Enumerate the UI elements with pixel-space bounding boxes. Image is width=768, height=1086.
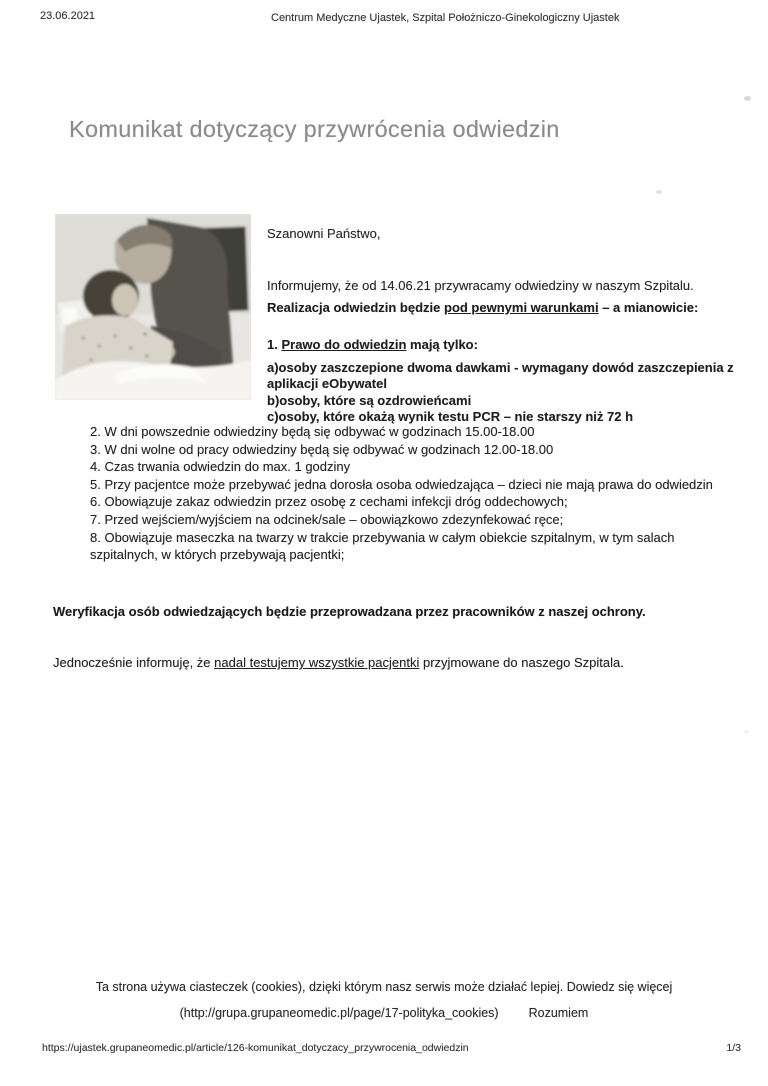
rule-4: 4. Czas trwania odwiedzin do max. 1 godziny	[90, 459, 351, 475]
cookie-notice-text: Ta strona używa ciasteczek (cookies), dzięki którym nasz serwis może działać lepiej. Dowiedz się więcej	[95, 980, 673, 994]
rule-3: 3. W dni wolne od pracy odwiedziny będą się odbywać w godzinach 12.00-18.00	[90, 441, 554, 457]
testing-underlined: nadal testujemy wszystkie pacjentki	[214, 655, 420, 670]
print-doc-title: Centrum Medyczne Ujastek, Szpital Położniczo-Ginekologiczny Ujastek	[271, 12, 620, 24]
rule-1-heading	[267, 337, 737, 354]
rule-1-suffix: mają tylko:	[406, 337, 478, 352]
rule-8: 8. Obowiązuje maseczka na twarzy w trakcie przebywania w całym obiekcie szpitalnym, w tym salach szpitalnych, w których przebywają pacjentki;	[90, 529, 675, 563]
verification-note: Weryfikacja osób odwiedzających będzie przeprowadzana przez pracowników z naszej ochrony.	[53, 604, 646, 619]
photo-graphic	[55, 214, 251, 400]
conditions-prefix: Realizacja odwiedzin będzie	[267, 300, 444, 315]
scan-artifact	[656, 190, 662, 194]
rule-2: 2. W dni powszednie odwiedziny będą się odbywać w godzinach 15.00-18.00	[90, 424, 535, 439]
rule-1c: c)osoby, które okażą wynik testu PCR – nie starszy niż 72 h	[267, 409, 634, 424]
cookie-policy-link: (http://grupa.grupaneomedic.pl/page/17-polityka_cookies)	[179, 1006, 499, 1020]
rules-list	[90, 423, 742, 564]
greeting-text: Szanowni Państwo,	[267, 226, 381, 241]
testing-suffix: przyjmowane do naszego Szpitala.	[419, 655, 624, 670]
scan-artifact	[744, 730, 749, 733]
patient-visit-photo	[55, 214, 251, 400]
rule-6: 6. Obowiązuje zakaz odwiedzin przez osobę z cechami infekcji dróg oddechowych;	[90, 494, 568, 510]
rule-1-underlined: Prawo do odwiedzin	[281, 337, 407, 352]
rule-5: 5. Przy pacjentce może przebywać jedna dorosła osoba odwiedzająca – dzieci nie mają prawa do odwiedzin	[90, 476, 713, 492]
rule-1-block	[267, 337, 737, 426]
scan-artifact	[744, 96, 751, 101]
conditions-suffix: – a mianowicie:	[598, 300, 699, 315]
testing-note	[53, 655, 733, 670]
rule-1a: a)osoby zaszczepione dwoma dawkami - wymagany dowód zaszczepienia z aplikacji eObywatel	[267, 359, 734, 391]
conditions-line	[267, 300, 737, 316]
print-date: 23.06.2021	[40, 10, 96, 22]
rule-1b: b)osoby, które są ozdrowieńcami	[267, 392, 472, 408]
print-footer-url: https://ujastek.grupaneomedic.pl/article/126-komunikat_dotyczacy_przywrocenia_odwiedzin	[42, 1042, 469, 1054]
rule-7: 7. Przed wejściem/wyjściem na odcinek/sale – obowiązkowo zdezynfekować ręce;	[90, 511, 564, 527]
intro-text: Informujemy, że od 14.06.21 przywracamy odwiedziny w naszym Szpitalu.	[267, 278, 694, 293]
rule-1-number: 1.	[267, 337, 282, 352]
conditions-underlined: pod pewnymi warunkami	[444, 300, 599, 315]
testing-prefix: Jednocześnie informuję, że	[53, 655, 215, 670]
print-page-number: 1/3	[726, 1042, 741, 1054]
page-title: Komunikat dotyczący przywrócenia odwiedzin	[69, 116, 560, 142]
cookie-accept-button: Rozumiem	[528, 1006, 589, 1020]
cookie-notice-line2	[0, 1006, 768, 1020]
